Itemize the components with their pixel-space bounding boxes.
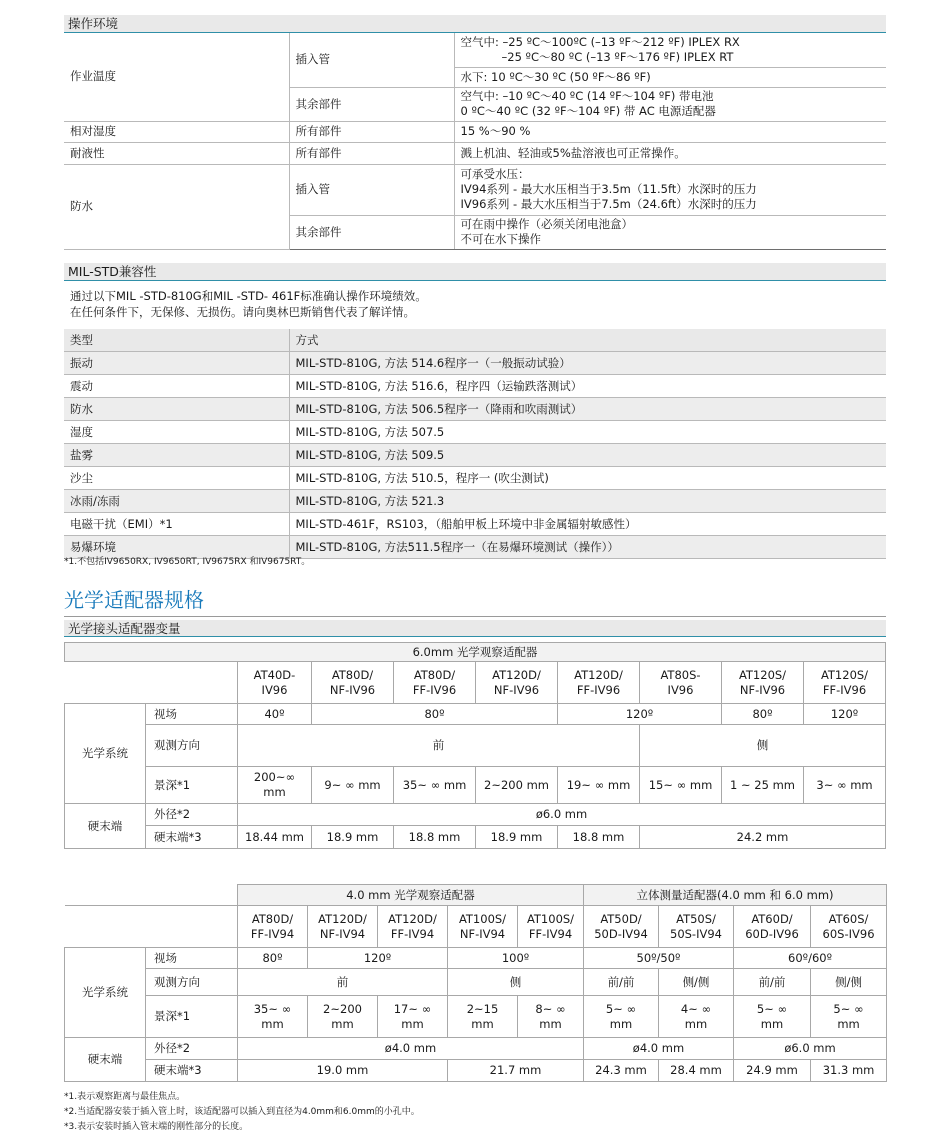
waterproof-tube: 可承受水压： IV94系列 - 最大水压相当于3.5m（11.5ft）水深时的压力 IV96系列 - 最大水压相当于7.5m（24.6ft）水深时的压力	[454, 164, 886, 215]
hard-end-length-label: 硬末端*3	[146, 826, 238, 849]
liquid-value: 溅上机油、轻油或5%盐溶液也可正常操作。	[454, 142, 886, 164]
op-temp-label: 作业温度	[64, 33, 289, 121]
milstd-heading: MIL-STD兼容性	[64, 263, 886, 281]
environment-table	[64, 33, 886, 250]
model-header: AT60S/ 60S-IV96	[811, 906, 887, 948]
model-header: AT80D/ FF-IV96	[394, 662, 476, 704]
fov-label: 视场	[146, 704, 238, 725]
model-header: AT100S/ FF-IV94	[518, 906, 584, 948]
table-row: 电磁干扰（EMI）*1 MIL-STD-461F，RS103，（船舶甲板上环境中非金属辐射敏感性）	[64, 513, 886, 536]
dof-label: 景深*1	[146, 767, 238, 804]
insertion-tube-label: 插入管	[289, 33, 454, 87]
humidity-label: 相对湿度	[64, 121, 289, 142]
model-header: AT80D/ NF-IV96	[312, 662, 394, 704]
model-header: AT120D/ NF-IV94	[308, 906, 378, 948]
model-header: AT80S- IV96	[640, 662, 722, 704]
environment-heading: 操作环境	[64, 15, 886, 33]
table-row: 冰雨/冻雨 MIL-STD-810G, 方法 521.3	[64, 490, 886, 513]
od-label: 外径*2	[146, 1038, 238, 1060]
title-divider	[64, 616, 886, 617]
milstd-table	[64, 329, 886, 559]
group-header: 立体测量适配器(4.0 mm 和 6.0 mm)	[584, 885, 887, 906]
op-temp-water: 水下: 10 ºC～30 ºC (50 ºF～86 ºF)	[454, 67, 886, 87]
humidity-value: 15 %～90 %	[454, 121, 886, 142]
optical-system-label: 光学系统	[65, 704, 146, 804]
hard-end-label: 硬末端	[65, 1038, 146, 1082]
optical-subheading: 光学接头适配器变量	[64, 620, 886, 637]
model-header: AT120D/ NF-IV96	[476, 662, 558, 704]
optical-footnote-3: *3.表示安装时插入管末端的刚性部分的长度。	[64, 1122, 249, 1132]
milstd-intro: 通过以下MIL -STD-810G和MIL -STD- 461F标准确认操作环境绩效。 在任何条件下，无保修、无损伤。请向奥林巴斯销售代表了解详情。	[70, 289, 427, 319]
col-method-header: 方式	[289, 329, 886, 352]
milstd-footnote: *1.不包括IV9650RX, IV9650RT, IV9675RX 和IV9675RT。	[64, 557, 311, 567]
optical-section-title: 光学适配器规格	[64, 588, 204, 612]
od-label: 外径*2	[146, 804, 238, 826]
hard-end-length-label: 硬末端*3	[146, 1060, 238, 1082]
model-header: AT120D/ FF-IV94	[378, 906, 448, 948]
table-row: 震动 MIL-STD-810G, 方法 516.6，程序四（运输跌落测试）	[64, 375, 886, 398]
insertion-tube-label: 插入管	[289, 164, 454, 215]
direction-label: 观测方向	[146, 725, 238, 767]
model-header: AT120S/ FF-IV96	[804, 662, 886, 704]
waterproof-label: 防水	[64, 164, 289, 249]
liquid-label: 耐液性	[64, 142, 289, 164]
model-header: AT50D/ 50D-IV94	[584, 906, 659, 948]
group-header: 4.0 mm 光学观察适配器	[238, 885, 584, 906]
table-row: 湿度 MIL-STD-810G, 方法 507.5	[64, 421, 886, 444]
all-parts-label: 所有部件	[289, 121, 454, 142]
fov-label: 视场	[146, 948, 238, 969]
model-header: AT50S/ 50S-IV94	[659, 906, 734, 948]
op-temp-other: 空气中: –10 ºC～40 ºC (14 ºF～104 ºF) 带电池 0 ºC～40 ºC (32 ºF～104 ºF) 带 AC 电源适配器	[454, 87, 886, 121]
other-parts-label: 其余部件	[289, 87, 454, 121]
all-parts-label: 所有部件	[289, 142, 454, 164]
optical-footnote-2: *2.当适配器安装于插入管上时，该适配器可以插入到直径为4.0mm和6.0mm的小孔中。	[64, 1107, 420, 1117]
hard-end-label: 硬末端	[65, 804, 146, 849]
optical-footnote-1: *1.表示观察距离与最佳焦点。	[64, 1092, 186, 1102]
optical-table-40mm-stereo: 4.0 mm 光学观察适配器 立体测量适配器(4.0 mm 和 6.0 mm) AT80D/ FF-IV94 AT120D/ NF-IV94 AT120D/ FF-IV94 AT100S/ NF-IV94 AT100S/ FF-IV94 AT50D/ 50D-IV94 AT50S/ 50S-IV94 AT60D/ 60D-IV96 AT60S/ 60S-IV96 光学系统 视场 80º 120º 100º 50º/50º 60º/60º 观测方向 前 侧 前/前 侧/侧 前/前 侧/侧 景深*1 35~ ∞ mm 2~200 mm 17~ ∞ mm 2~15 mm 8~ ∞ mm 5~ ∞ mm 4~ ∞ mm 5~ ∞ mm 5~ ∞ mm 硬末端 外径*2 ø4.0 mm ø4.0 mm ø6.0 mm 硬末端*3 19.0 mm 21.7 mm 24.3 mm 28.4 mm 24.9 mm 31.3 mm	[64, 884, 887, 1082]
table-row: 沙尘 MIL-STD-810G, 方法 510.5，程序一 (吹尘测试)	[64, 467, 886, 490]
dof-label: 景深*1	[146, 996, 238, 1038]
model-header: AT60D/ 60D-IV96	[734, 906, 811, 948]
model-header: AT40D- IV96	[238, 662, 312, 704]
optical-system-label: 光学系统	[65, 948, 146, 1038]
optical-table-60mm: 6.0mm 光学观察适配器 AT40D- IV96 AT80D/ NF-IV96 AT80D/ FF-IV96 AT120D/ NF-IV96 AT120D/ FF-IV96 AT80S- IV96 AT120S/ NF-IV96 AT120S/ FF-IV96 光学系统 视场 40º 80º 120º 80º 120º 观测方向 前 侧 景深*1 200~∞ mm 9~ ∞ mm 35~ ∞ mm 2~200 mm 19~ ∞ mm 15~ ∞ mm 1 ~ 25 mm 3~ ∞ mm 硬末端 外径*2 ø6.0 mm 硬末端*3 18.44 mm 18.9 mm 18.8 mm 18.9 mm 18.8 mm 24.2 mm	[64, 642, 886, 849]
model-header: AT120S/ NF-IV96	[722, 662, 804, 704]
group-header: 6.0mm 光学观察适配器	[65, 643, 886, 662]
other-parts-label: 其余部件	[289, 215, 454, 249]
table-row: 振动 MIL-STD-810G, 方法 514.6程序一（一般振动试验）	[64, 352, 886, 375]
direction-label: 观测方向	[146, 969, 238, 996]
model-header: AT120D/ FF-IV96	[558, 662, 640, 704]
model-header: AT100S/ NF-IV94	[448, 906, 518, 948]
model-header: AT80D/ FF-IV94	[238, 906, 308, 948]
op-temp-air: 空气中: –25 ºC～100ºC (–13 ºF～212 ºF) IPLEX RX –25 ºC～80 ºC (–13 ºF～176 ºF) IPLEX RT	[454, 33, 886, 67]
table-row: 防水 MIL-STD-810G, 方法 506.5程序一（降雨和吹雨测试）	[64, 398, 886, 421]
table-row: 盐雾 MIL-STD-810G, 方法 509.5	[64, 444, 886, 467]
waterproof-other: 可在雨中操作（必须关闭电池盒） 不可在水下操作	[454, 215, 886, 249]
table-row: 易爆环境 MIL-STD-810G, 方法511.5程序一（在易爆环境测试（操作））	[64, 536, 886, 559]
col-type-header: 类型	[64, 329, 289, 352]
